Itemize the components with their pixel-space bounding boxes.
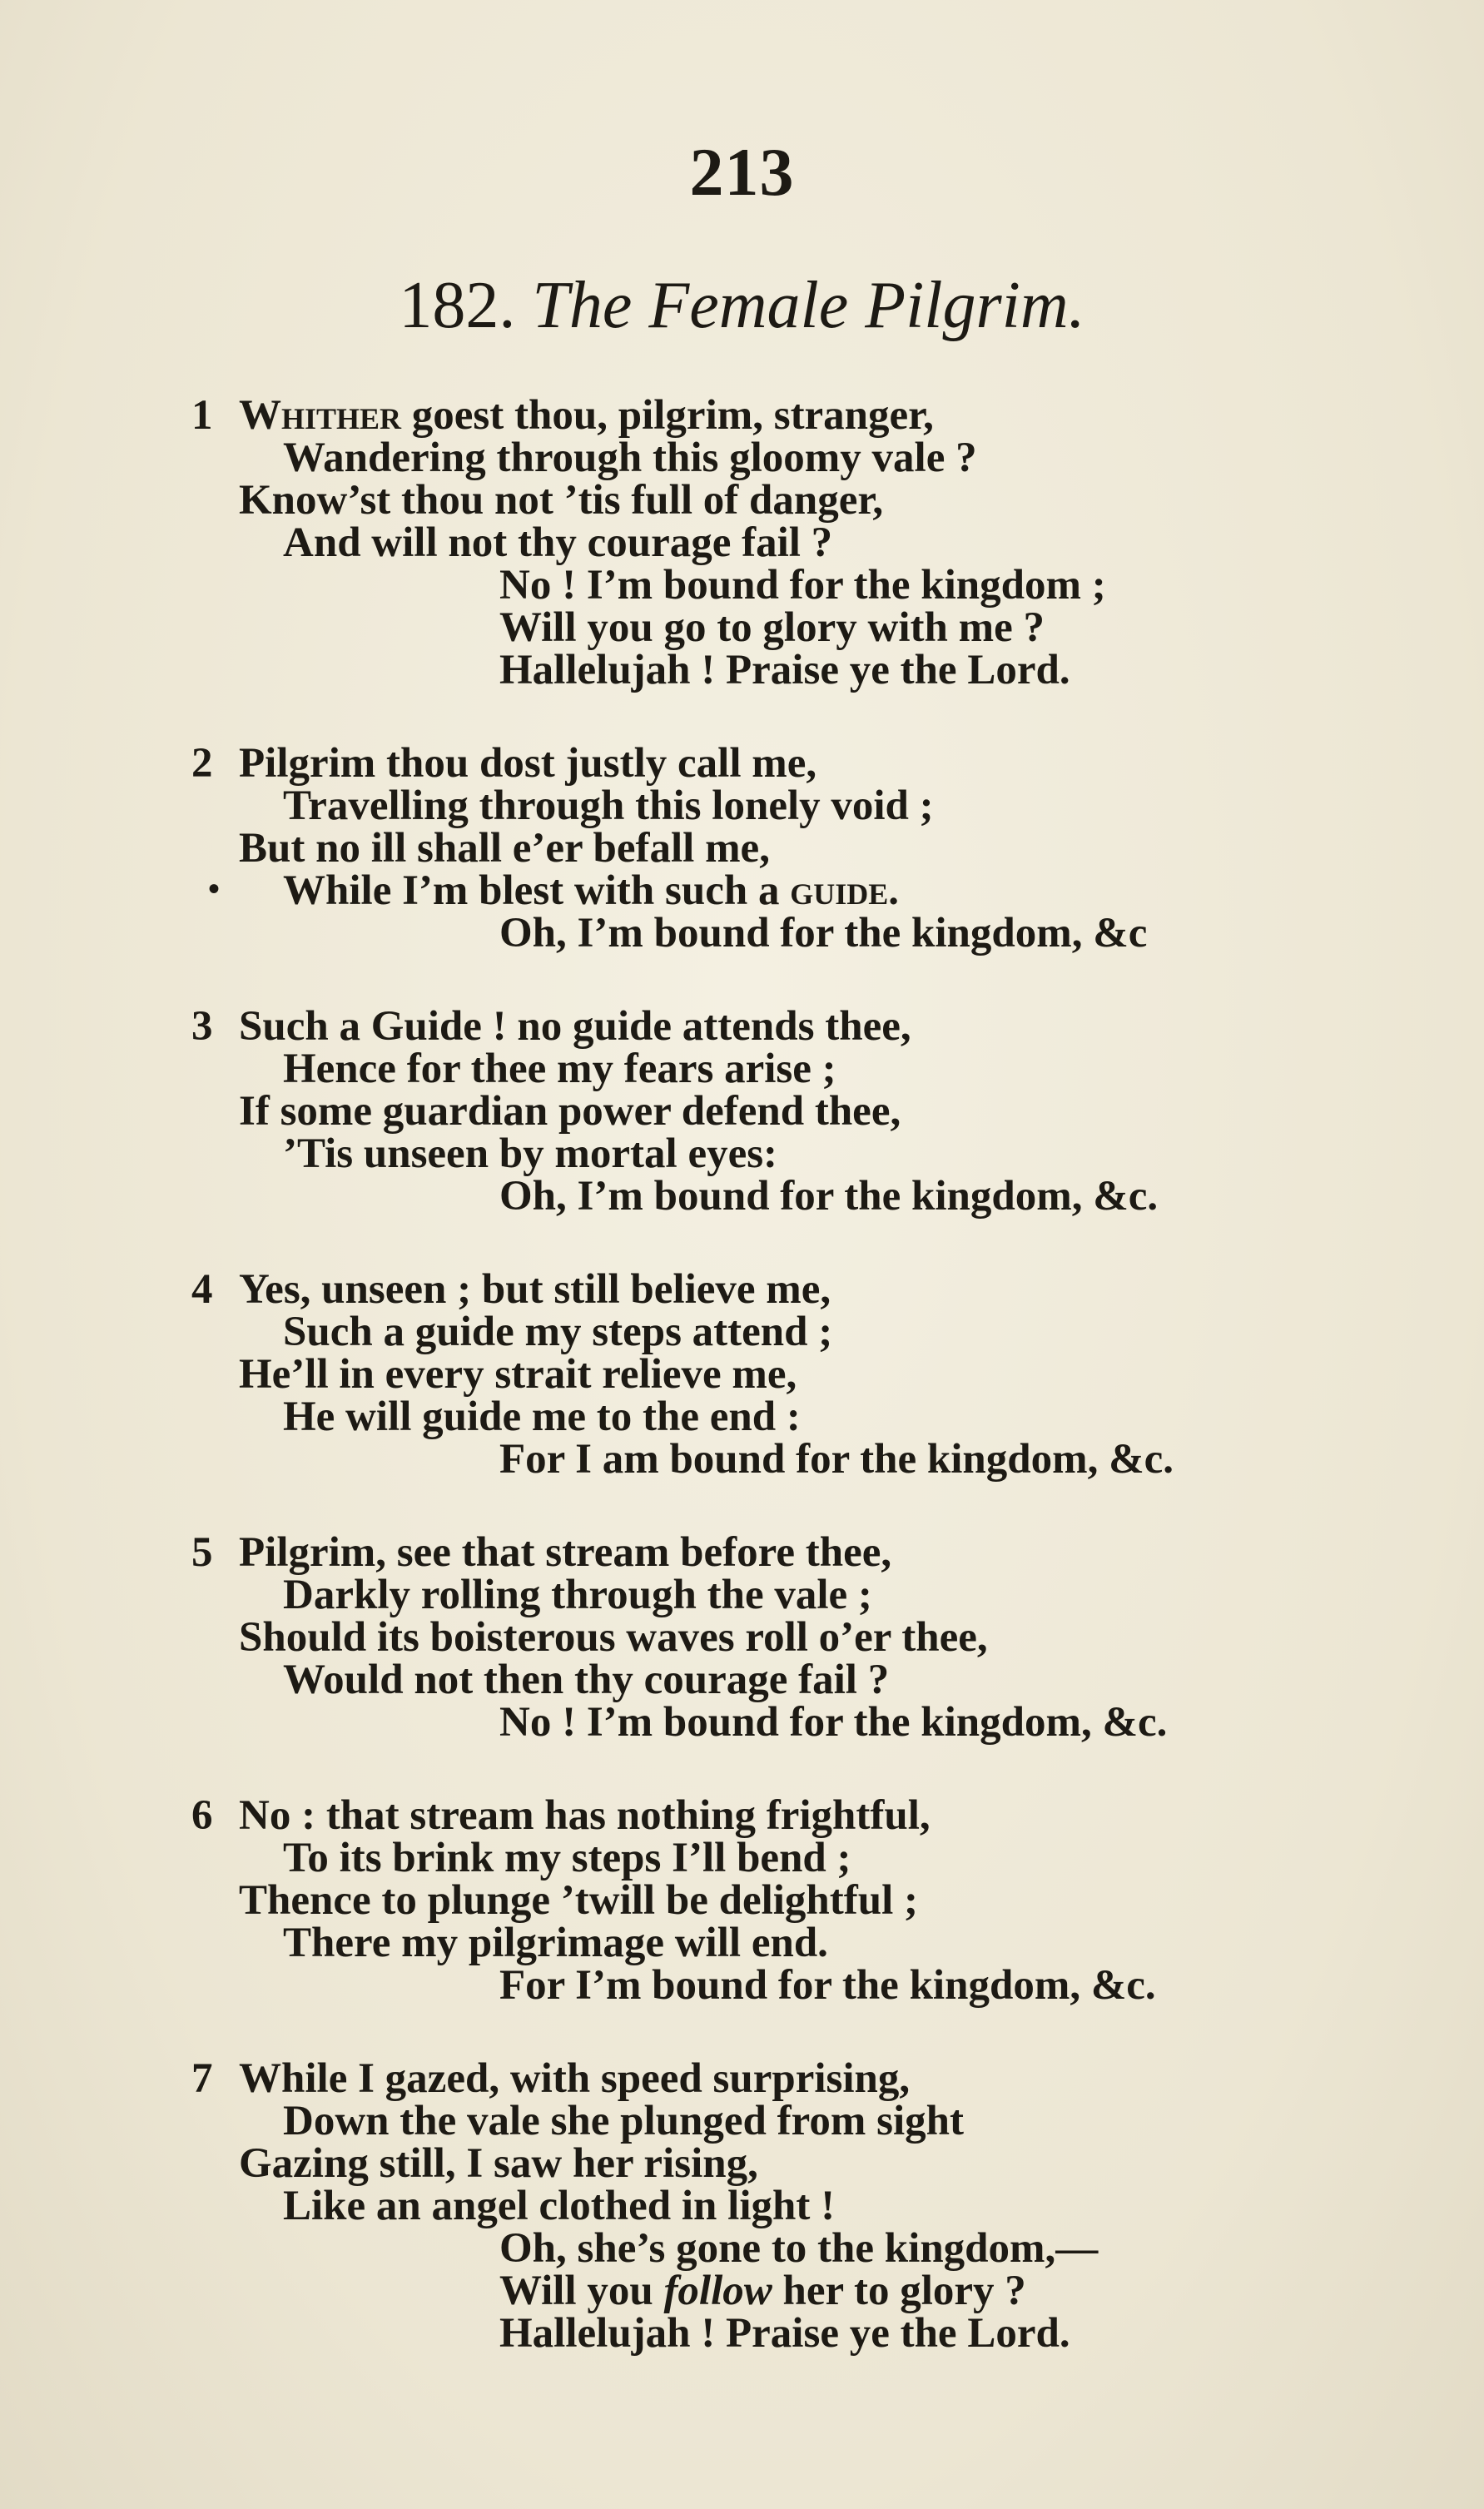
verse-line: Like an angel clothed in light ! [283, 2183, 836, 2229]
verse-number: 3 [191, 1003, 213, 1050]
verse-line: There my pilgrimage will end. [283, 1920, 828, 1966]
verse-number: 1 [191, 392, 213, 439]
verse-number: 7 [191, 2055, 213, 2102]
page-number: 213 [689, 134, 795, 210]
refrain-line: Hallelujah ! Praise ye the Lord. [499, 2310, 1070, 2357]
verse-line: To its brink my steps I’ll bend ; [283, 1835, 851, 1881]
verse-line-part: . [888, 867, 899, 914]
verse-line: Down the vale she plunged from sight [283, 2098, 964, 2144]
verse-line: If some guardian power defend thee, [239, 1088, 901, 1135]
verse-line: Know’st thou not ’tis full of danger, [239, 477, 884, 524]
verse-line: Should its boisterous waves roll o’er thee, [239, 1614, 988, 1661]
refrain-line: Hallelujah ! Praise ye the Lord. [499, 647, 1070, 693]
verse-line-rest: goest thou, pilgrim, stranger, [401, 392, 934, 439]
hymn-title [0, 268, 1484, 344]
first-word-smallcaps: Whither [239, 392, 402, 439]
verse-line: Gazing still, I saw her rising, [239, 2140, 758, 2187]
verse-line: Thence to plunge ’twill be delightful ; [239, 1877, 919, 1924]
verse-line: Darkly rolling through the vale ; [283, 1572, 872, 1618]
verse-line-part: While I’m blest with such a [283, 867, 791, 914]
verse-line: Such a guide my steps attend ; [283, 1309, 833, 1355]
refrain-line: Will you go to glory with me ? [499, 604, 1045, 651]
verse-line [239, 392, 934, 439]
verse-line-part: her to glory ? [772, 2268, 1026, 2314]
verse-line: And will not thy courage fail ? [283, 519, 833, 566]
smallcaps-word: guide [790, 867, 889, 914]
refrain-line: For I am bound for the kingdom, &c. [499, 1436, 1174, 1483]
verse-line-part: Will you [499, 2268, 664, 2314]
verse-line: Pilgrim thou dost justly call me, [239, 740, 817, 787]
verse-line [283, 867, 899, 914]
verse-line: Hence for thee my fears arise ; [283, 1046, 836, 1092]
print-dot: • [208, 870, 221, 907]
refrain-line: No ! I’m bound for the kingdom ; [499, 562, 1106, 609]
hymn-name: The Female Pilgrim. [532, 269, 1085, 342]
refrain-line: No ! I’m bound for the kingdom, &c. [499, 1699, 1168, 1746]
verse-number: 5 [191, 1529, 213, 1576]
verse-line: He’ll in every strait relieve me, [239, 1351, 797, 1398]
verse-line: Yes, unseen ; but still believe me, [239, 1266, 831, 1313]
verse-number: 6 [191, 1792, 213, 1839]
verse-line: Pilgrim, see that stream before thee, [239, 1529, 892, 1576]
verse-line: No : that stream has nothing frightful, [239, 1792, 931, 1839]
refrain-line: Oh, she’s gone to the kingdom,— [499, 2225, 1099, 2272]
verse-line: Such a Guide ! no guide attends thee, [239, 1003, 911, 1050]
verse-line: While I gazed, with speed surprising, [239, 2055, 911, 2102]
italic-word: follow [663, 2268, 772, 2314]
verse-line: Would not then thy courage fail ? [283, 1657, 890, 1703]
refrain-line: For I’m bound for the kingdom, &c. [499, 1962, 1156, 2009]
verse-line: Wandering through this gloomy vale ? [283, 435, 977, 481]
verse-line: Travelling through this lonely void ; [283, 783, 934, 829]
verse-line: ’Tis unseen by mortal eyes: [283, 1130, 778, 1177]
refrain-line [499, 2270, 1026, 2313]
refrain-line: Oh, I’m bound for the kingdom, &c. [499, 1173, 1159, 1220]
hymn-number: 182. [399, 269, 516, 342]
verse-line: But no ill shall e’er befall me, [239, 825, 770, 872]
verse-number: 4 [191, 1266, 213, 1313]
refrain-line: Oh, I’m bound for the kingdom, &c [499, 910, 1148, 956]
verse-number: 2 [191, 740, 213, 787]
verse-line: He will guide me to the end : [283, 1394, 801, 1440]
